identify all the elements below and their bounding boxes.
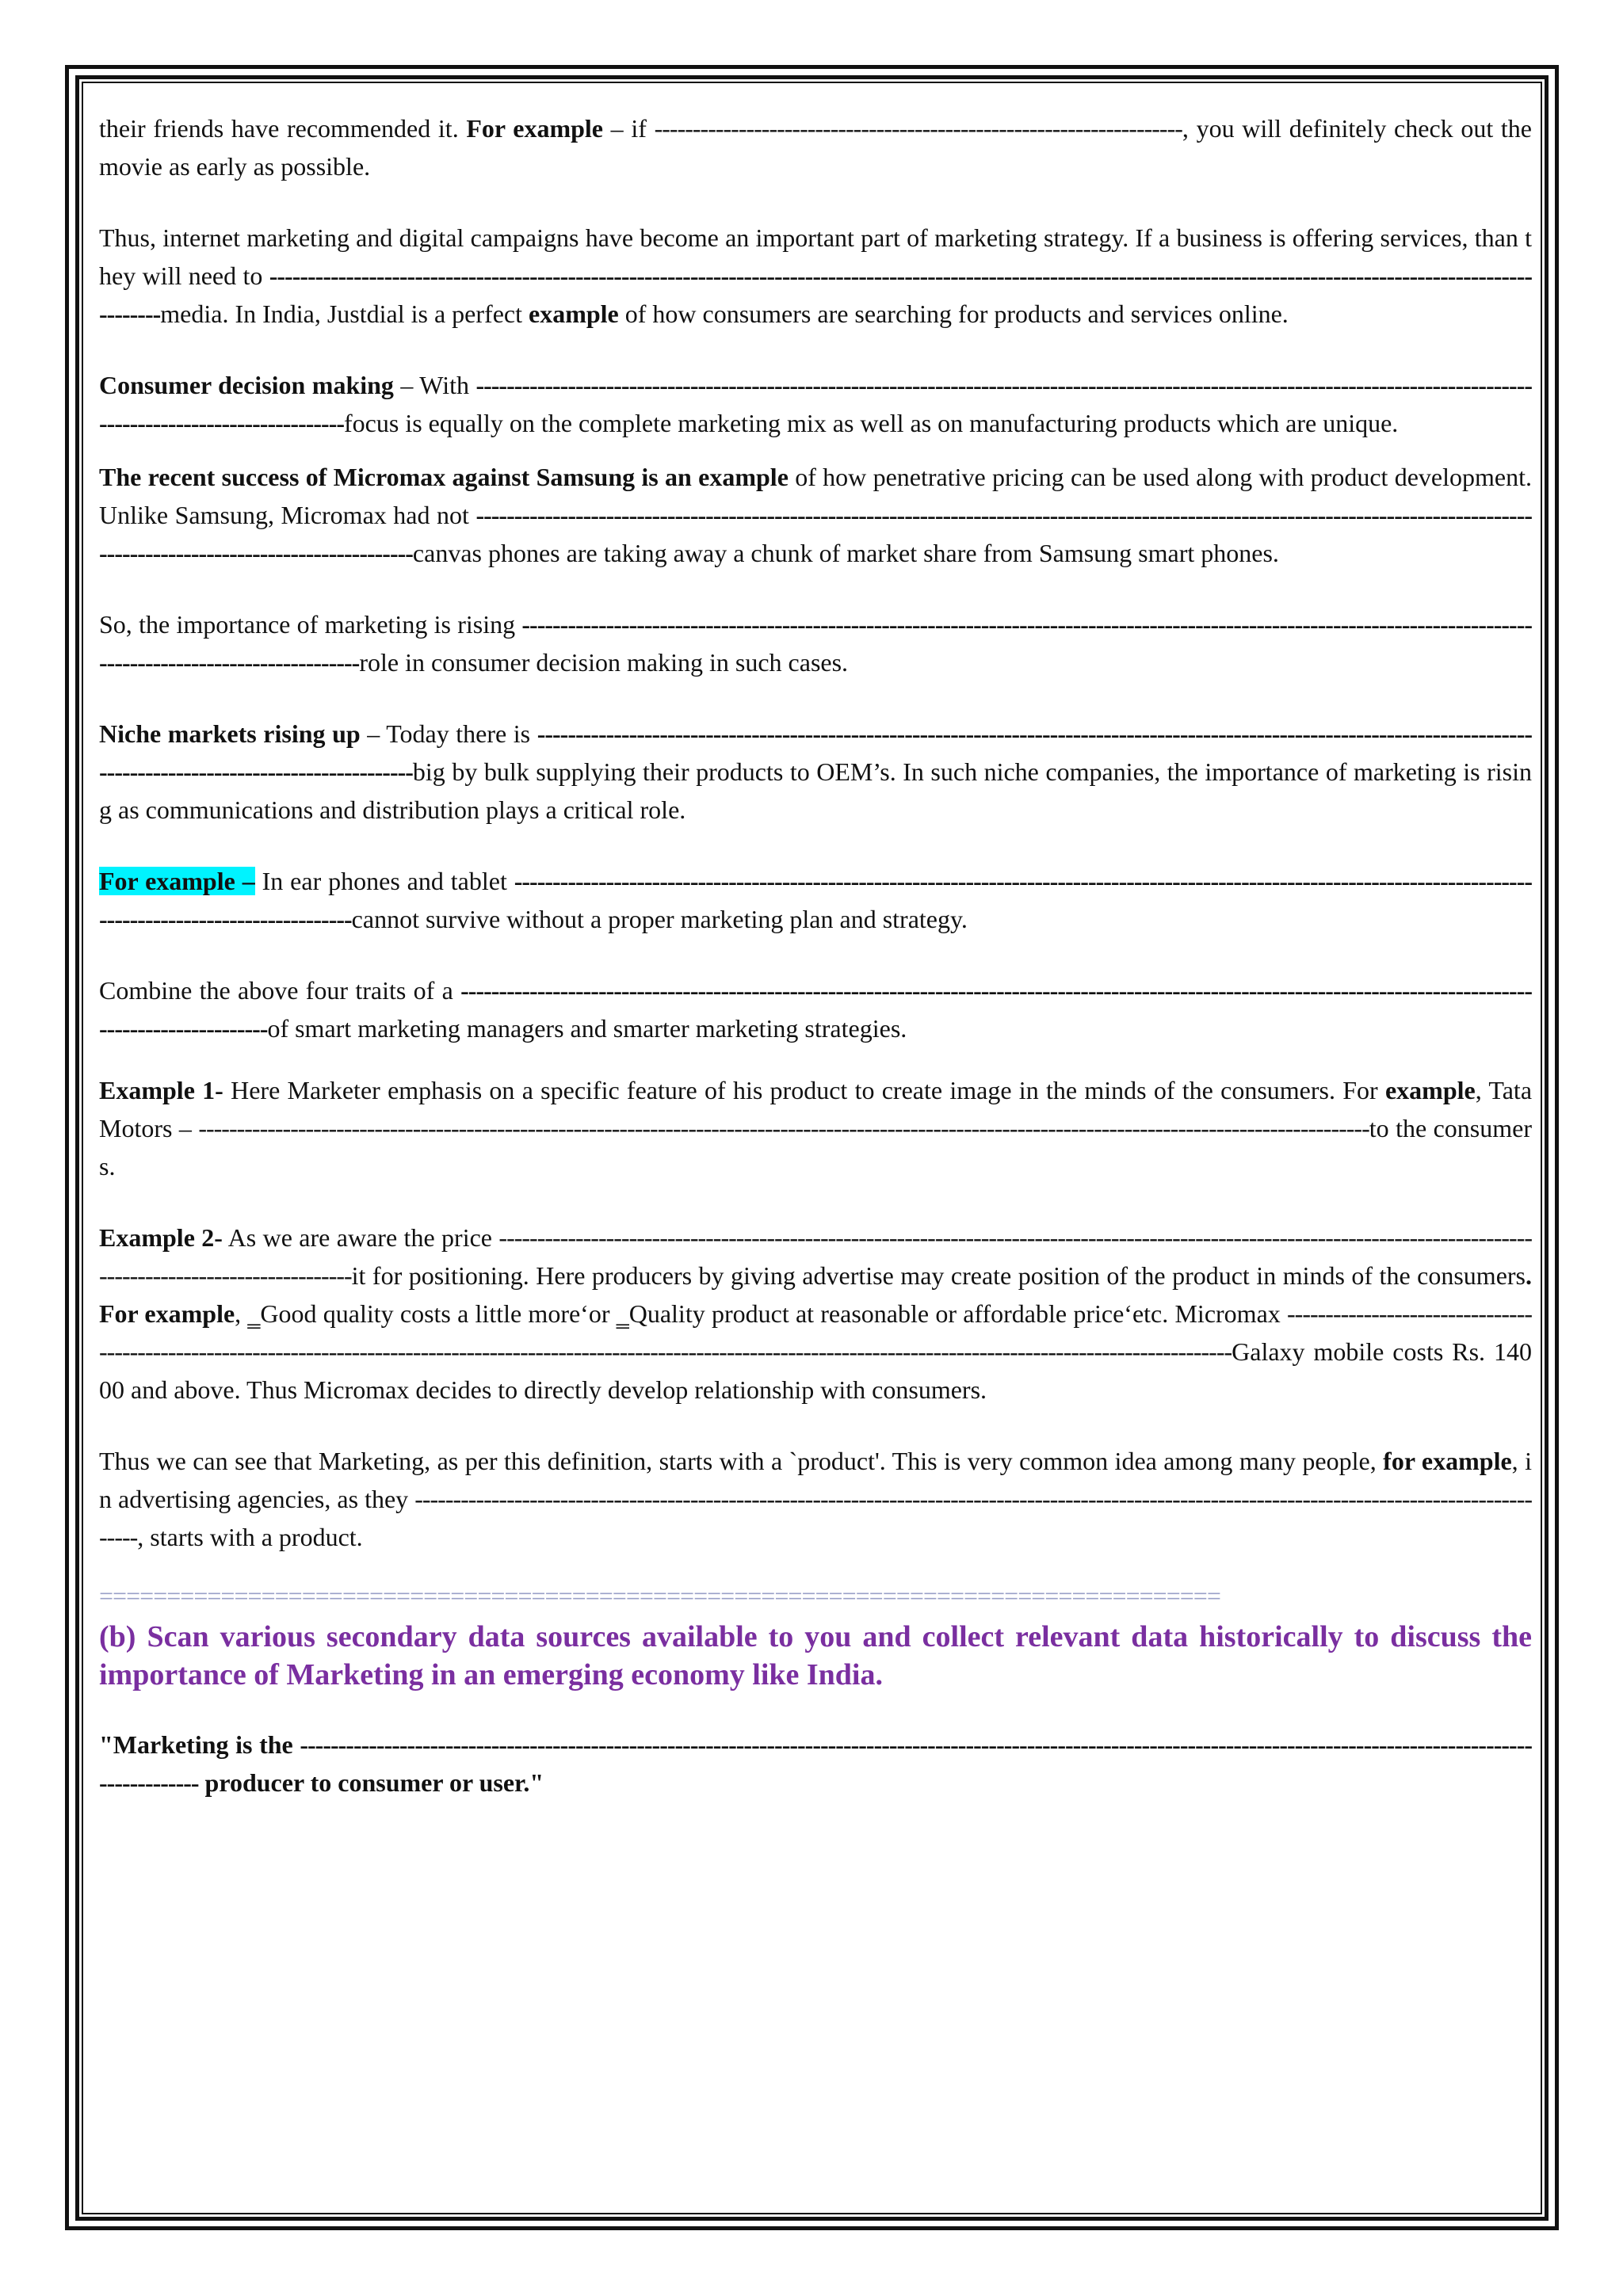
text: Galaxy mobile costs Rs. 14000 and above. Thus Micromax decides to directly develop relationship with consumers. [99, 1337, 1532, 1404]
fill-blank: -------------------------------------------------------------------------------------------------------------------------------------------------------------------------- [99, 371, 1533, 437]
paragraph-niche-markets [99, 715, 1532, 829]
text: , Tata Motors – [99, 1076, 1533, 1142]
bold-text: Niche markets rising up [99, 719, 361, 748]
paragraph-internet-marketing [99, 219, 1532, 333]
text: "Marketing is the [99, 1730, 300, 1759]
text: Here Marketer emphasis on a specific feature of his product to create image in the minds of the consumers. For [223, 1076, 1385, 1104]
highlighted-text: For example – [99, 867, 255, 895]
fill-blank: --------------------------------------------------------------------- [654, 114, 1182, 143]
text: Thus we can see that Marketing, as per this definition, starts with a `product'. This is very common idea among many people, [99, 1447, 1384, 1475]
document-body [99, 109, 1532, 1802]
bold-text: Example 2- [99, 1223, 223, 1252]
paragraph-consumer-decision [99, 366, 1532, 442]
bold-text: . For example [99, 1261, 1532, 1328]
bold-text: Consumer decision making [99, 371, 394, 399]
text: of how consumers are searching for products and services online. [618, 299, 1289, 328]
text: focus is equally on the complete marketing mix as well as on manufacturing products which are unique. [344, 409, 1399, 437]
bold-text: For example [466, 114, 603, 143]
fill-blank: ---------------------------------------------------------------------------------------------------------------------------------------------------------------------- [99, 867, 1533, 933]
bold-text: for example [1383, 1447, 1512, 1475]
text: , in advertising agencies, as they [99, 1447, 1533, 1513]
text: big by bulk supplying their products to OEM’s. In such niche companies, the importance of marketing is rising as communications and distribution plays a critical role. [99, 757, 1532, 824]
text: canvas phones are taking away a chunk of market share from Samsung smart phones. [412, 539, 1279, 567]
paragraph-marketing-definition [99, 1442, 1532, 1556]
text: – if [602, 114, 655, 143]
text: , starts with a product. [137, 1523, 363, 1551]
text: – Today there is [360, 719, 537, 748]
fill-blank: ------------------------------------------------------------------------------------------------------------------------------------------------------------------------------ [99, 1730, 1532, 1797]
text: of how penetrative pricing can be used along with product development. Unlike Samsung, Micromax had not [99, 463, 1533, 529]
paragraph-micromax [99, 458, 1532, 572]
section-separator: =================================================================================== [99, 1581, 1220, 1610]
text: cannot survive without a proper marketing plan and strategy. [351, 905, 968, 933]
text: to the consumers. [99, 1114, 1532, 1180]
text: media. In India, Justdial is a perfect [160, 299, 529, 328]
paragraph-importance-rising [99, 605, 1532, 681]
bold-text: example [528, 299, 619, 328]
paragraph-example-2 [99, 1219, 1532, 1409]
text: role in consumer decision making in such cases. [359, 648, 849, 677]
text: producer to consumer or user." [198, 1768, 544, 1797]
text: – With [393, 371, 476, 399]
text: of smart marketing managers and smarter marketing strategies. [267, 1014, 907, 1043]
fill-blank: ----------------------------------------------------------------------------------------------------------------------------------------------------------------------------- [99, 261, 1532, 328]
fill-blank: --------------------------------------------------------------------------------------------------------------------------------------------------------- [198, 1114, 1369, 1142]
fill-blank: ------------------------------------------------------------------------------------------------------------------------------------------------------- [99, 1485, 1532, 1551]
text: , you will definitely check out the movie as early as possible. [99, 114, 1532, 181]
text: So, the importance of marketing is rising [99, 610, 522, 639]
paragraph-friends [99, 109, 1532, 185]
bold-text: Example 1- [99, 1076, 223, 1104]
paragraph-example-1 [99, 1071, 1532, 1185]
fill-blank: --------------------------------------------------------------------------------------------------------------------------------------------------------------------------- [99, 719, 1533, 786]
fill-blank: ----------------------------------------------------------------------------------------------------------------------------------------------------------------------------------- [99, 501, 1532, 567]
text: Thus, internet marketing and digital campaigns have become an important part of marketing strategy. If a business is offering services, than they will need to [99, 223, 1532, 290]
paragraph-ear-phones [99, 862, 1532, 938]
question-heading: (b) Scan various secondary data sources available to you and collect relevant data historically to discuss the importance of Marketing in an emerging economy like India. [99, 1620, 1532, 1691]
text: In ear phones and tablet [254, 867, 514, 895]
text: As we are aware the price [222, 1223, 499, 1252]
text: Combine the above four traits of a [99, 976, 461, 1005]
text: it for positioning. Here producers by giving advertise may create position of the product in minds of the consumers [351, 1261, 1526, 1290]
fill-blank: ------------------------------------------------------------------------------------------------------------------------------------------------------------------ [99, 976, 1532, 1043]
text: their friends have recommended it. [99, 114, 467, 143]
marketing-quote [99, 1726, 1532, 1802]
text: , ‗Good quality costs a little more‘or ‗Quality product at reasonable or affordable price‘etc. Micromax [235, 1299, 1288, 1328]
fill-blank: ------------------------------------------------------------------------------------------------------------------------------------------------------------------------------------ [99, 1299, 1533, 1366]
fill-blank: ------------------------------------------------------------------------------------------------------------------------------------------------------------------------ [99, 1223, 1533, 1290]
bold-text: example [1384, 1076, 1476, 1104]
fill-blank: ---------------------------------------------------------------------------------------------------------------------------------------------------------------------- [99, 610, 1532, 677]
bold-text: The recent success of Micromax against Samsung is an example [99, 463, 789, 491]
paragraph-four-traits [99, 971, 1532, 1047]
